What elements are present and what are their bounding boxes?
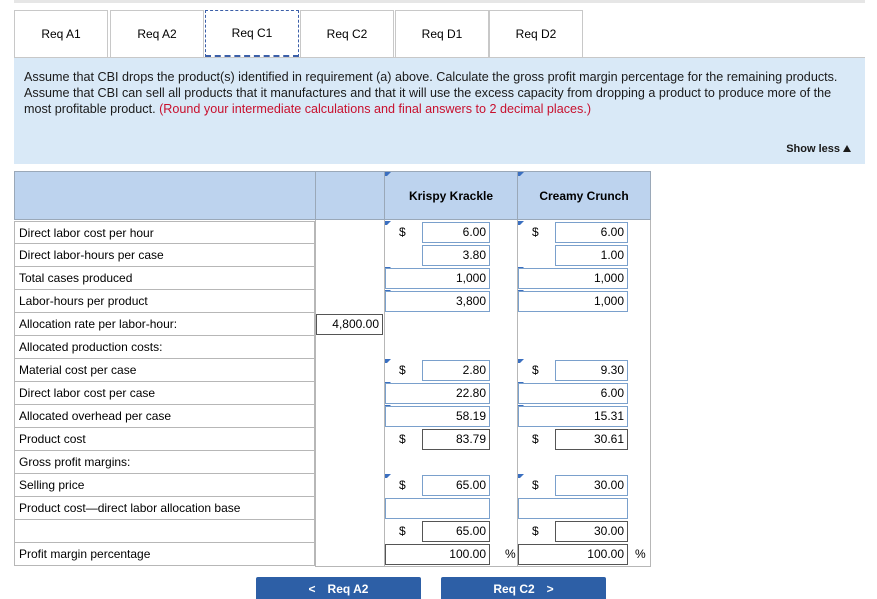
row-label: Product cost [14,428,315,451]
cc-dl-cost-input[interactable]: 6.00 [555,222,628,243]
currency-symbol: $ [532,363,539,377]
cc-selling-price-input[interactable]: 30.00 [555,475,628,496]
kk-product-cost-input[interactable]: 83.79 [422,429,490,450]
rounding-note: (Round your intermediate calculations and final answers to 2 decimal places.) [159,102,592,116]
currency-symbol: $ [399,225,406,239]
grid-bottom-border [315,566,651,567]
tab-req-a1[interactable]: Req A1 [14,10,108,57]
chevron-right-icon: > [546,582,554,596]
currency-symbol: $ [399,363,406,377]
currency-symbol: $ [532,432,539,446]
cc-product-cost-input[interactable]: 30.61 [555,429,628,450]
chevron-left-icon: < [308,582,316,596]
percent-symbol: % [505,547,516,561]
column-divider [517,220,518,567]
row-label: Allocation rate per labor-hour: [14,313,315,336]
row-label: Allocated overhead per case [14,405,315,428]
cc-dl-per-case-input[interactable]: 6.00 [518,383,628,404]
flag-icon [385,474,391,478]
kk-profit-pct-input[interactable]: 100.00 [385,544,490,565]
cc-product-cost-base-input[interactable] [518,498,628,519]
kk-cases-input[interactable]: 1,000 [385,268,490,289]
header-blank-label [14,171,316,220]
kk-material-input[interactable]: 2.80 [422,360,490,381]
tab-req-a2[interactable]: Req A2 [110,10,204,57]
column-divider [315,220,316,567]
kk-dl-cost-input[interactable]: 6.00 [422,222,490,243]
row-label: Direct labor cost per hour [14,221,315,244]
flag-icon [385,359,391,363]
instructions-panel [14,58,865,164]
kk-gross-margin-input[interactable]: 65.00 [422,521,490,542]
row-label: Material cost per case [14,359,315,382]
show-less-label: Show less [786,143,840,155]
cc-gross-margin-input[interactable]: 30.00 [555,521,628,542]
cc-dl-hours-input[interactable]: 1.00 [555,245,628,266]
instructions-text: Assume that CBI drops the product(s) identified in requirement (a) above. Calculate the gross profit margin percentage for the remaining products. Assume that CBI can sell all products that it manufactures and that it will use the excess capacity from dropping a product to produce more of the most profitable product. [24,70,838,116]
flag-icon [385,172,391,176]
row-label: Product cost—direct labor allocation base [14,497,315,520]
currency-symbol: $ [399,432,406,446]
currency-symbol: $ [532,225,539,239]
kk-dl-hours-input[interactable]: 3.80 [422,245,490,266]
flag-icon [518,172,524,176]
requirement-tabs [14,10,865,58]
top-divider [14,0,865,3]
row-label: Total cases produced [14,267,315,290]
percent-symbol: % [635,547,646,561]
cc-profit-pct-input[interactable]: 100.00 [518,544,628,565]
row-label [14,520,315,543]
currency-symbol: $ [399,478,406,492]
header-blank-rate [315,171,385,220]
cc-overhead-input[interactable]: 15.31 [518,406,628,427]
cc-material-input[interactable]: 9.30 [555,360,628,381]
caret-up-icon [843,145,851,152]
header-creamy-crunch: Creamy Crunch [517,171,651,220]
cc-labor-hours-input[interactable]: 1,000 [518,291,628,312]
tab-req-c1[interactable]: Req C1 [205,10,299,57]
flag-icon [518,359,524,363]
column-divider [384,220,385,567]
tab-req-d2[interactable]: Req D2 [489,10,583,57]
currency-symbol: $ [532,478,539,492]
show-less-button[interactable] [786,143,851,155]
row-label: Selling price [14,474,315,497]
tab-req-d1[interactable]: Req D1 [395,10,489,57]
allocation-rate-input[interactable]: 4,800.00 [316,314,383,335]
cc-cases-input[interactable]: 1,000 [518,268,628,289]
currency-symbol: $ [399,524,406,538]
column-divider [650,220,651,567]
row-label: Gross profit margins: [14,451,315,474]
row-label: Allocated production costs: [14,336,315,359]
kk-selling-price-input[interactable]: 65.00 [422,475,490,496]
kk-product-cost-base-input[interactable] [385,498,490,519]
row-label: Profit margin percentage [14,543,315,566]
prev-requirement-button[interactable] [256,577,421,599]
header-krispy-krackle: Krispy Krackle [384,171,518,220]
kk-labor-hours-input[interactable]: 3,800 [385,291,490,312]
kk-dl-per-case-input[interactable]: 22.80 [385,383,490,404]
next-button-label: Req C2 [493,582,535,596]
row-label: Labor-hours per product [14,290,315,313]
flag-icon [518,221,524,225]
row-label: Direct labor cost per case [14,382,315,405]
flag-icon [385,221,391,225]
flag-icon [518,474,524,478]
kk-overhead-input[interactable]: 58.19 [385,406,490,427]
row-label: Direct labor-hours per case [14,244,315,267]
prev-button-label: Req A2 [327,582,369,596]
next-requirement-button[interactable] [441,577,606,599]
tab-req-c2[interactable]: Req C2 [300,10,394,57]
currency-symbol: $ [532,524,539,538]
